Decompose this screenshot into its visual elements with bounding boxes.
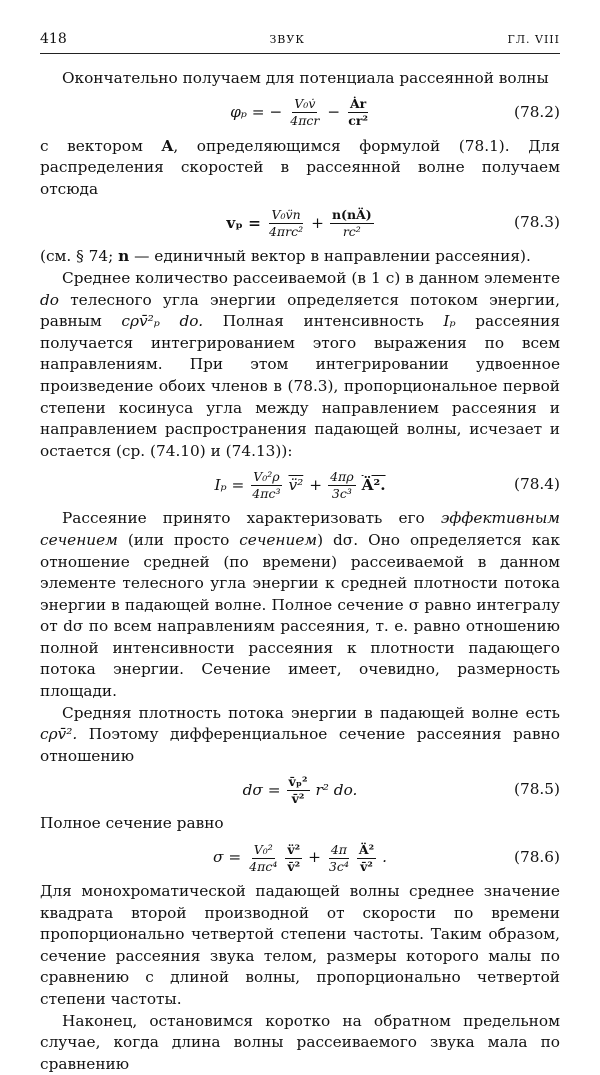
- equation-78-3: [40, 200, 560, 246]
- eq-fraction: $\frac{\text{v̄ₚ²}}{\text{v̄²}}$: [288, 773, 308, 806]
- paragraph-1: Окончательно получаем для потенциала рассеянной волны: [62, 69, 549, 87]
- eq-operator: +: [308, 848, 321, 867]
- body-text: [40, 68, 560, 1075]
- eq-fraction: $\frac{Ȧr}{\text{cr²}}$: [348, 96, 368, 129]
- equation-78-6: [40, 835, 560, 881]
- eq-fraction: $\frac{4\pi}{\text{3c⁴}}$: [328, 841, 349, 874]
- section-title: ЗВУК: [269, 33, 305, 46]
- eq-lhs: σ =: [213, 848, 242, 867]
- eq-operator: +: [309, 475, 323, 494]
- paragraph-3: (см. § 74; n — единичный вектор в направлении рассеяния).: [40, 247, 531, 266]
- eq-fraction: $\frac{4\pi\rho}{\text{3c³}}$: [330, 468, 354, 501]
- eq-term: r² do.: [315, 780, 358, 799]
- eq-fraction: $\frac{\text{V₀v̈n}}{\text{4πrc²}}$: [268, 206, 304, 239]
- equation-number: (78.3): [514, 213, 560, 232]
- eq-fraction: $\frac{\text{Ä²}}{\text{v̄²}}$: [358, 841, 375, 874]
- eq-term: Ä².: [361, 475, 386, 494]
- equation-number: (78.6): [514, 848, 560, 867]
- equation-78-4: [40, 462, 560, 508]
- paragraph-9: Наконец, остановимся коротко на обратном предельном случае, когда длина волны рассеиваемого звука мала по сравнению: [40, 1011, 560, 1073]
- chapter-label: ГЛ. VIII: [507, 33, 560, 46]
- eq-lhs: φₚ = −: [230, 102, 283, 121]
- paragraph-4: Среднее количество рассеиваемой (в 1 с) в данном элементе do телесного угла энергии определяется потоком энергии, равным cρv̄²ₚ do. Полная интенсивность Iₚ рассеяния получается интегрированием этого выражения по всем направлениям. При этом интегрировании удвоенное произведение обоих членов в (78.3), пропорциональное первой степени косинуса угла между направлением рассеяния и направлением распространения падающей волны, исчезает и остается (ср. (74.10) и (74.13)):: [40, 268, 561, 460]
- running-header: [40, 30, 560, 54]
- book-page: [40, 30, 560, 1075]
- eq-fraction: $\frac{\text{V₀v̇}}{\text{4πcr}}$: [290, 96, 320, 129]
- eq-fraction: $\frac{n(nÄ)}{\text{rc²}}$: [331, 206, 372, 239]
- paragraph-6: Средняя плотность потока энергии в падающей волне есть cρv̄². Поэтому дифференциальное сечение рассеяния равно отношению: [40, 703, 560, 765]
- eq-lhs: dσ =: [242, 780, 281, 799]
- eq-lhs: Iₚ =: [214, 475, 245, 494]
- paragraph-7: Полное сечение равно: [40, 814, 224, 833]
- paragraph-8: Для монохроматической падающей волны среднее значение квадрата второй производной от скорости по времени пропорционально четвертой степени частоты. Таким образом, сечение рассеяния звука телом, размеры которого малы по сравнению с длиной волны, пропорционально четвертой степени частоты.: [40, 882, 560, 1008]
- eq-term: v̈²: [288, 475, 304, 494]
- eq-operator: +: [311, 213, 324, 232]
- eq-fraction: $\frac{\text{V₀²}}{\text{4πc⁴}}$: [249, 841, 278, 874]
- eq-operator: −: [327, 102, 341, 121]
- page-number: 418: [40, 31, 67, 47]
- eq-fraction: $\frac{\text{V₀²ρ}}{\text{4πc³}}$: [252, 468, 281, 501]
- equation-number: (78.2): [514, 102, 560, 121]
- equation-number: (78.5): [514, 780, 560, 799]
- eq-fraction: $\frac{\text{v̈²}}{\text{v̄²}}$: [287, 841, 301, 874]
- eq-lhs: vₚ =: [226, 213, 261, 232]
- equation-78-2: [40, 90, 560, 136]
- equation-number: (78.4): [514, 475, 560, 494]
- equation-78-5: [40, 767, 560, 813]
- paragraph-5: Рассеяние принято характеризовать его эффективным сечением (или просто сечением) dσ. Оно определяется как отношение средней (по времени) рассеиваемой в данном элементе телесного угла энергии к средней плотности потока энергии в падающей волне. Полное сечение σ равно интегралу от dσ по всем направлениям рассеяния, т. е. равно отношению полной интенсивности рассеяния к плотности падающего потока энергии. Сечение имеет, очевидно, размерность площади.: [40, 509, 560, 701]
- eq-term: .: [382, 848, 387, 867]
- paragraph-2: с вектором A, определяющимся формулой (78.1). Для распределения скоростей в рассеянной волне получаем отсюда: [40, 136, 560, 198]
